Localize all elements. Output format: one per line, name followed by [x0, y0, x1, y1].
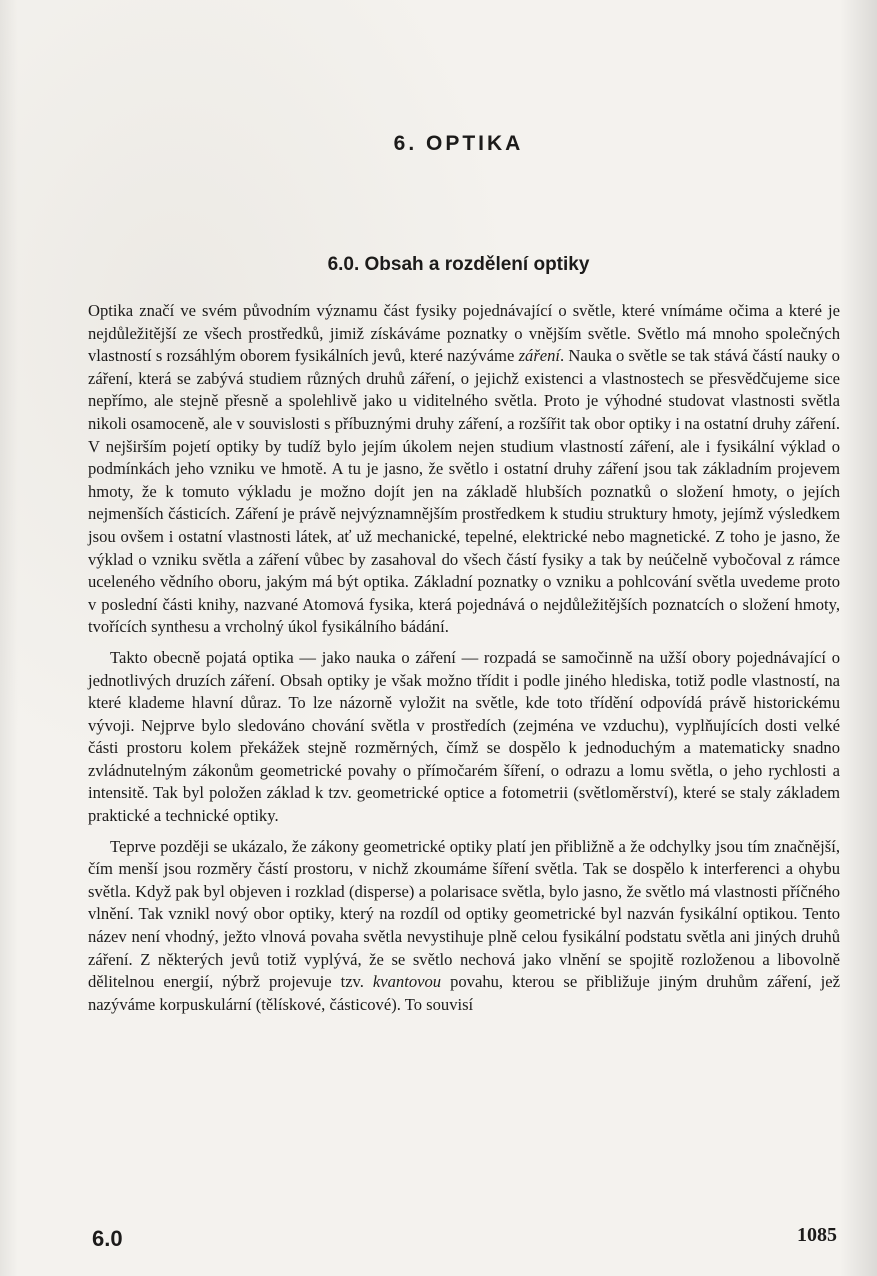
paragraph-1-text-a: Optika značí ve svém původním významu část fysiky pojednávající o světle, které vnímáme očima a které je nejdůležitější ze všech prostředků, jimiž získáváme poznatky o vnějším světle. Světlo má mnoho společných vlastností s rozsáhlým oborem fysikálních jevů, které nazýváme: [88, 301, 840, 366]
chapter-title: 6. OPTIKA: [393, 132, 524, 155]
paragraph-2: [88, 647, 840, 828]
paragraph-3-text-a: Teprve později se ukázalo, že zákony geometrické optiky platí jen přibližně a že odchylky jsou tím značnější, čím menší jsou rozměry částí prostoru, v nichž zkoumáme šíření světla. Tak se dospělo k interferenci a ohybu světla. Když pak byl objeven i rozklad (disperse) a polarisace světla, bylo jasno, že světlo má vlastnosti příčného vlnění. Tak vznikl nový obor optiky, který na rozdíl od optiky geometrické byl nazván fysikální optikou. Tento název není vhodný, ježto vlnová povaha světla nevystihuje plně celou fysikální podstatu světla ani jiných druhů záření. Z některých jevů totiž vyplývá, že se světlo nechová jako vlnění se spojitě rozloženou a libovolně dělitelnou energií, nýbrž projevuje tzv.: [88, 836, 840, 992]
paragraph-2-text: Takto obecně pojatá optika — jako nauka o záření — rozpadá se samočinně na užší obory pojednávající o jednotlivých druzích záření. Obsah optiky je však možno třídit i podle jiného hlediska, totiž podle vlastností, na které klademe hlavní důraz. To lze názorně vyložit na světle, kde toto třídění odpovídá právě historickému vývoji. Nejprve bylo sledováno chování světla v prostředích (zejména ve vzduchu), vyplňujících dosti velké části prostoru kolem překážek stejně rozměrných, čímž se dospělo k jednoduchým a matematicky snadno zvládnutelným zákonům geometrické povahy o přímočarém šíření, o odrazu a lomu světla, o jeho rychlosti a intensitě. Tak byl položen základ k tzv. geometrické optice a fotometrii (světloměrství), které se staly základem praktické a technické optiky.: [88, 647, 840, 826]
page-number: 1085: [797, 1224, 837, 1246]
paragraph-1: [88, 300, 840, 639]
footer-section-label: 6.0: [92, 1226, 123, 1251]
paragraph-3: [88, 836, 840, 1017]
paragraph-1-emphasis: záření: [518, 346, 561, 366]
paragraph-3-emphasis: kvantovou: [372, 972, 442, 992]
section-title: 6.0. Obsah a rozdělení optiky: [327, 254, 590, 275]
paragraph-3-text-b: povahu, kterou se přibližuje jiným druhům záření, jež nazýváme korpuskulární (tělískové, částicové). To souvisí: [88, 972, 840, 1014]
body-text: [88, 300, 840, 1024]
paragraph-1-text-b: . Nauka o světle se tak stává částí nauky o záření, která se zabývá studiem různých druhů záření, o jejichž existenci a vlastnostech se přesvědčujeme sice nepřímo, ale stejně přesně a spolehlivě jako u viditelného světla. Proto je výhodné studovat vlastnosti světla nikoli osamoceně, ale v souvislosti s příbuznými druhy záření, a rozšířit tak obor optiky i na ostatní druhy záření. V nejširším pojetí optiky by tudíž bylo jejím úkolem nejen studium vlastností záření, ale i fysikální výklad o podmínkách jeho vzniku ve hmotě. A tu je jasno, že světlo i ostatní druhy záření jsou tak základním projevem hmoty, že k tomuto výkladu je možno dojít jen na základě hlubších poznatků o složení hmoty, o jejích nejmenších částicích. Záření je právě nejvýznamnějším prostředkem k studiu struktury hmoty, jejímž výsledkem jsou ovšem i ostatní vlastnosti látek, ať už mechanické, tepelné, elektrické nebo magnetické. Z toho je jasno, že výklad o vzniku světla a záření vůbec by zasahoval do všech částí fysiky a tak by neúčelně vybočoval z rámce uceleného vědního oboru, jakým má být optika. Základní poznatky o vzniku a pohlcování světla uvedeme proto v poslední části knihy, nazvané Atomová fysika, která pojednává o nejdůležitějších poznatcích o složení hmoty, tvořících synthesu a vrcholný úkol fysikálního bádání.: [88, 346, 840, 637]
